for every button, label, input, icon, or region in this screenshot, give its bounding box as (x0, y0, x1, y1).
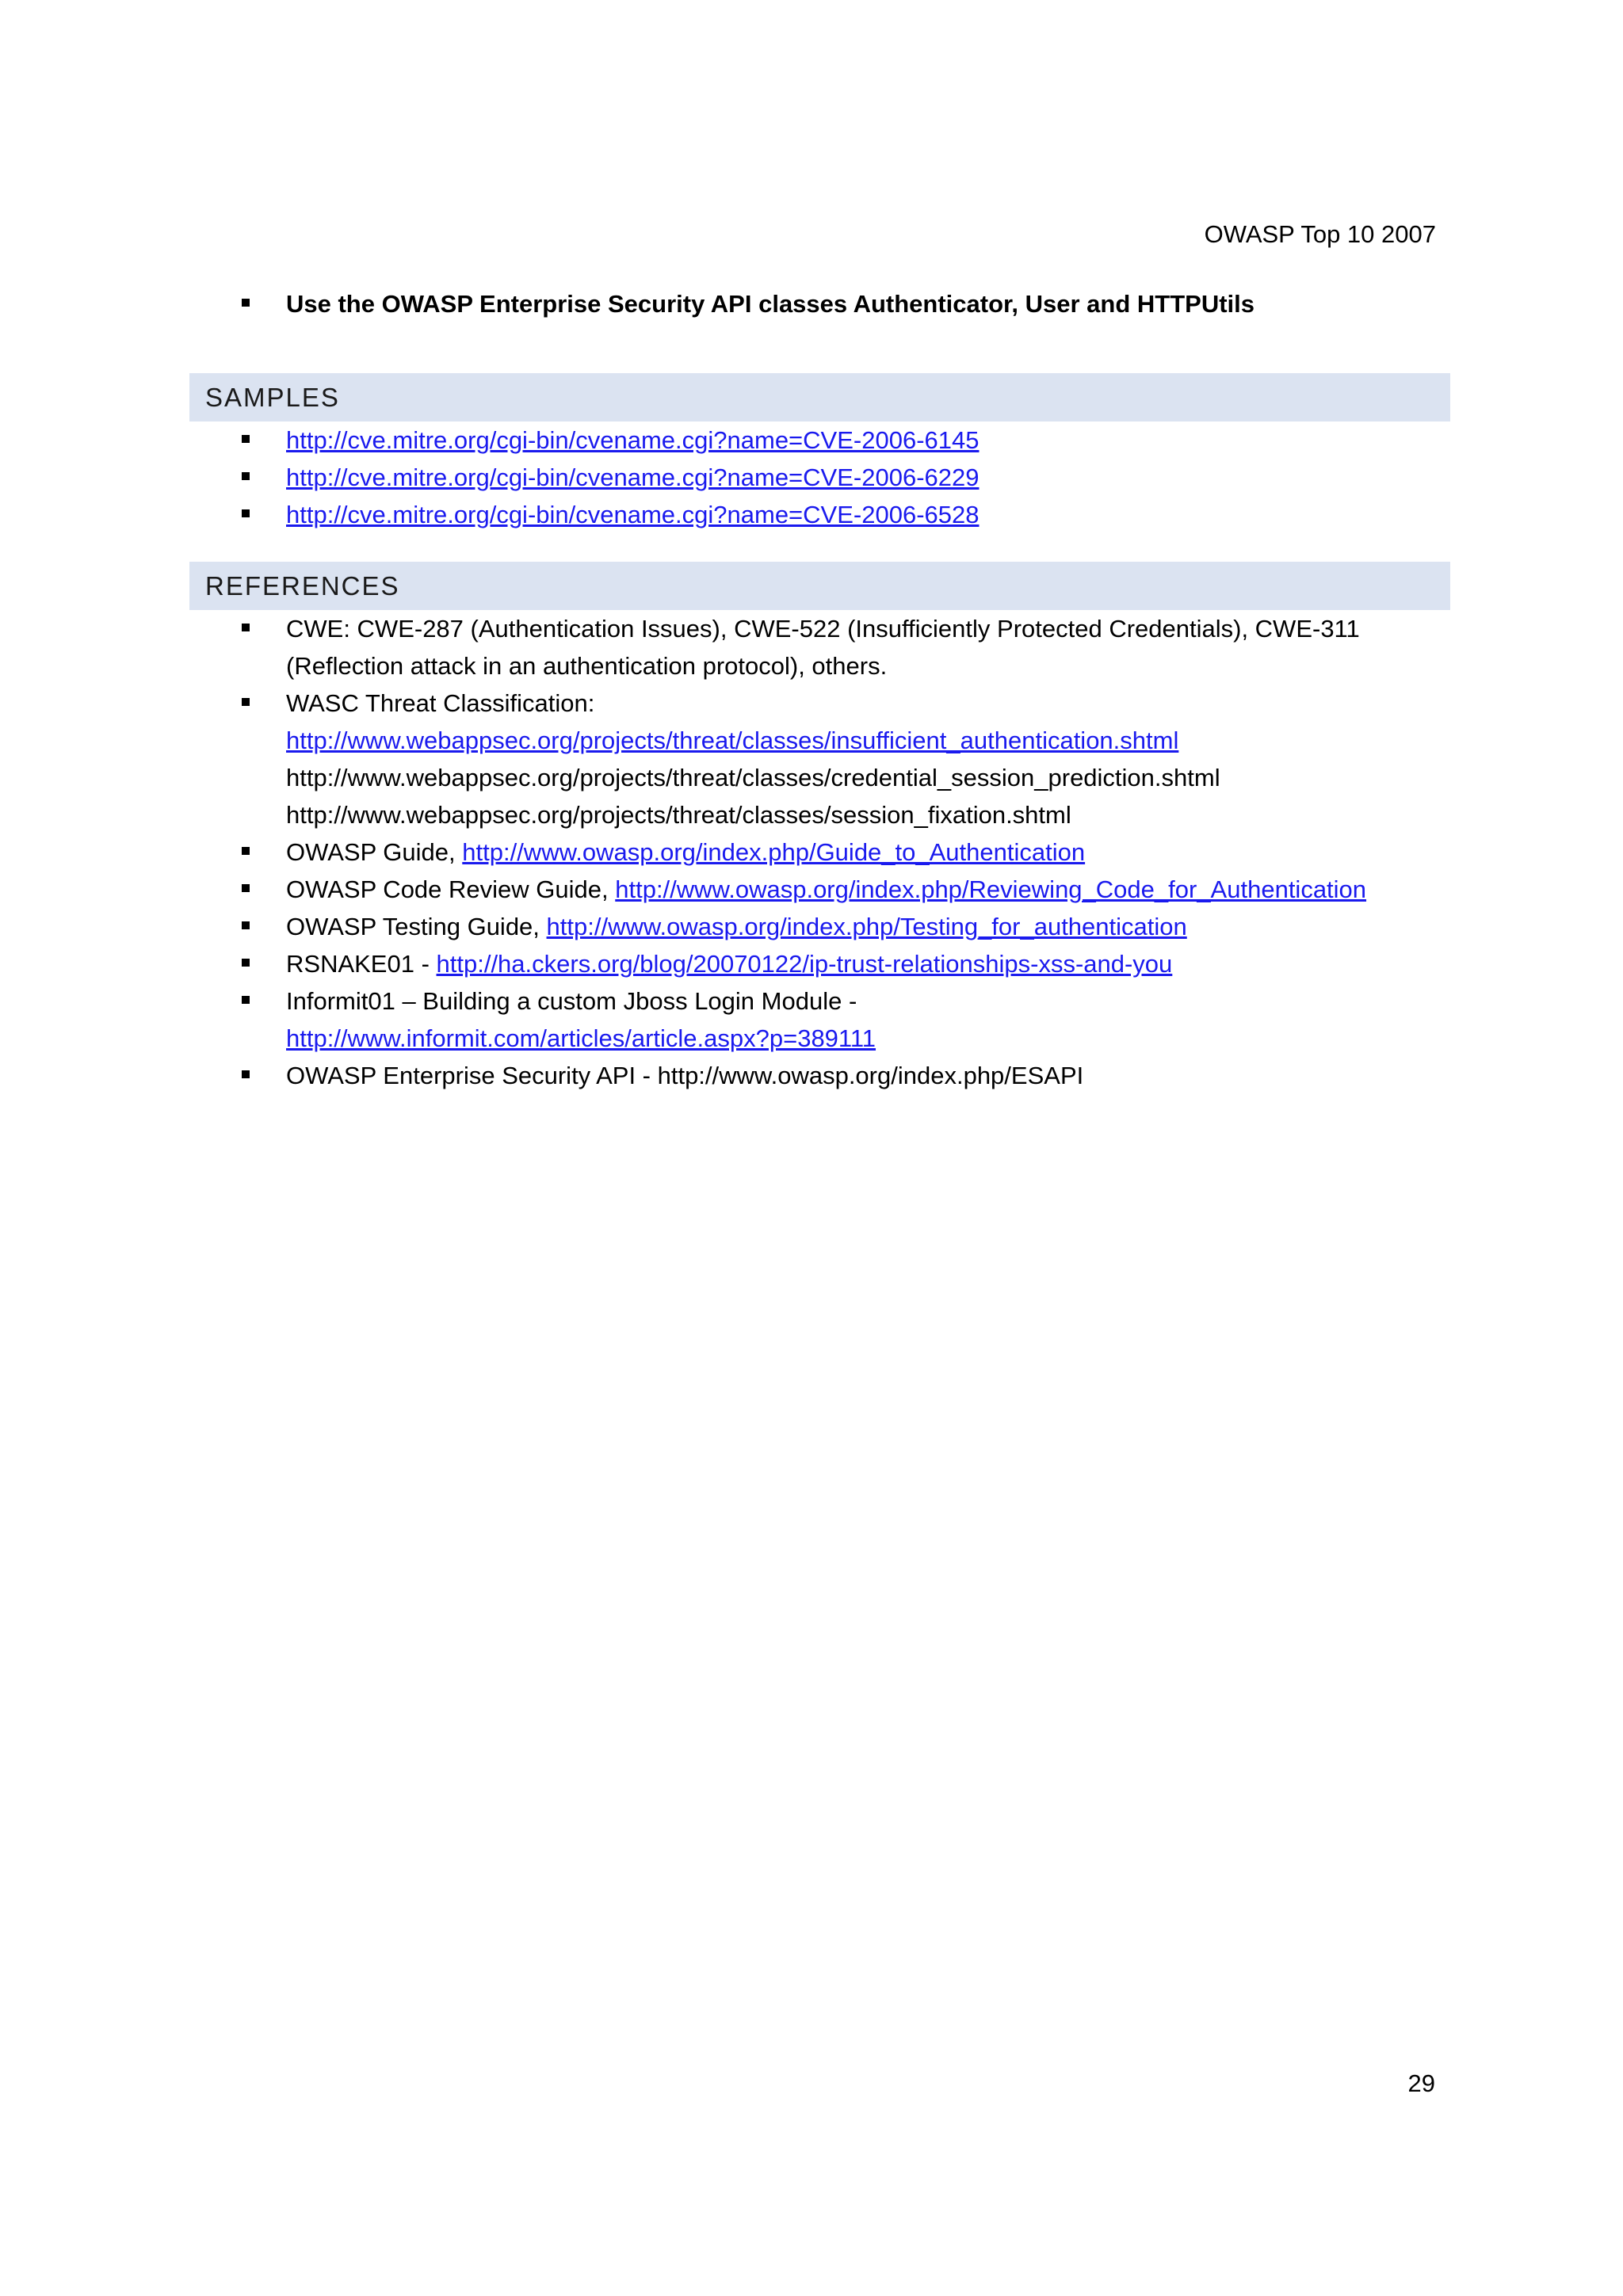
code-review-link[interactable]: http://www.owasp.org/index.php/Reviewing_Code_for_Authentication (615, 875, 1367, 903)
list-item (189, 685, 1450, 833)
list-item (189, 610, 1450, 685)
bullet-icon (242, 847, 250, 855)
references-list (189, 610, 1450, 1094)
cwe-line-1: CWE: CWE-287 (Authentication Issues), CWE-522 (Insufficiently Protected Credentials), CWE-311 (286, 615, 1360, 643)
bullet-icon (242, 884, 250, 892)
list-item (189, 421, 1450, 459)
rsnake-prefix: RSNAKE01 - (286, 950, 437, 978)
informit-link[interactable]: http://www.informit.com/articles/article.aspx?p=389111 (286, 1024, 876, 1052)
samples-heading: SAMPLES (189, 373, 1450, 421)
page-number: 29 (1407, 2069, 1435, 2097)
testing-link[interactable]: http://www.owasp.org/index.php/Testing_for_authentication (546, 913, 1187, 940)
intro-item-text: Use the OWASP Enterprise Security API classes Authenticator, User and HTTPUtils (286, 290, 1255, 318)
wasc-link[interactable]: http://www.webappsec.org/projects/threat/classes/insufficient_authentication.shtml (286, 727, 1179, 754)
list-item (189, 871, 1450, 908)
bullet-icon (242, 1070, 250, 1078)
references-heading: REFERENCES (189, 562, 1450, 610)
informit-prefix: Informit01 – Building a custom Jboss Login Module - (286, 987, 857, 1015)
bullet-icon (242, 472, 250, 480)
list-item (189, 982, 1450, 1057)
sample-link-1[interactable]: http://cve.mitre.org/cgi-bin/cvename.cgi?name=CVE-2006-6145 (286, 426, 980, 454)
bullet-icon (242, 959, 250, 967)
list-item (189, 833, 1450, 871)
bullet-icon (242, 624, 250, 631)
intro-list (189, 285, 1450, 322)
page-header-title: OWASP Top 10 2007 (1204, 220, 1436, 248)
bullet-icon (242, 698, 250, 706)
bullet-icon (242, 435, 250, 443)
wasc-label: WASC Threat Classification: (286, 689, 595, 717)
samples-list (189, 421, 1450, 533)
list-item (189, 285, 1450, 322)
list-item (189, 1057, 1450, 1094)
list-item (189, 908, 1450, 945)
esapi-text: OWASP Enterprise Security API - http://www.owasp.org/index.php/ESAPI (286, 1062, 1084, 1089)
bullet-icon (242, 299, 250, 307)
bullet-icon (242, 996, 250, 1004)
guide-prefix: OWASP Guide, (286, 838, 463, 866)
code-review-prefix: OWASP Code Review Guide, (286, 875, 616, 903)
wasc-url-3: http://www.webappsec.org/projects/threat/classes/session_fixation.shtml (286, 801, 1071, 829)
testing-prefix: OWASP Testing Guide, (286, 913, 547, 940)
sample-link-2[interactable]: http://cve.mitre.org/cgi-bin/cvename.cgi?name=CVE-2006-6229 (286, 463, 980, 491)
bullet-icon (242, 509, 250, 517)
rsnake-link[interactable]: http://ha.ckers.org/blog/20070122/ip-trust-relationships-xss-and-you (436, 950, 1173, 978)
cwe-line-2: (Reflection attack in an authentication protocol), others. (286, 652, 888, 680)
guide-link[interactable]: http://www.owasp.org/index.php/Guide_to_Authentication (462, 838, 1086, 866)
list-item (189, 459, 1450, 496)
list-item (189, 496, 1450, 533)
list-item (189, 945, 1450, 982)
wasc-url-2: http://www.webappsec.org/projects/threat/classes/credential_session_prediction.shtml (286, 764, 1220, 791)
page-content (189, 285, 1450, 1094)
sample-link-3[interactable]: http://cve.mitre.org/cgi-bin/cvename.cgi?name=CVE-2006-6528 (286, 501, 980, 528)
bullet-icon (242, 921, 250, 929)
